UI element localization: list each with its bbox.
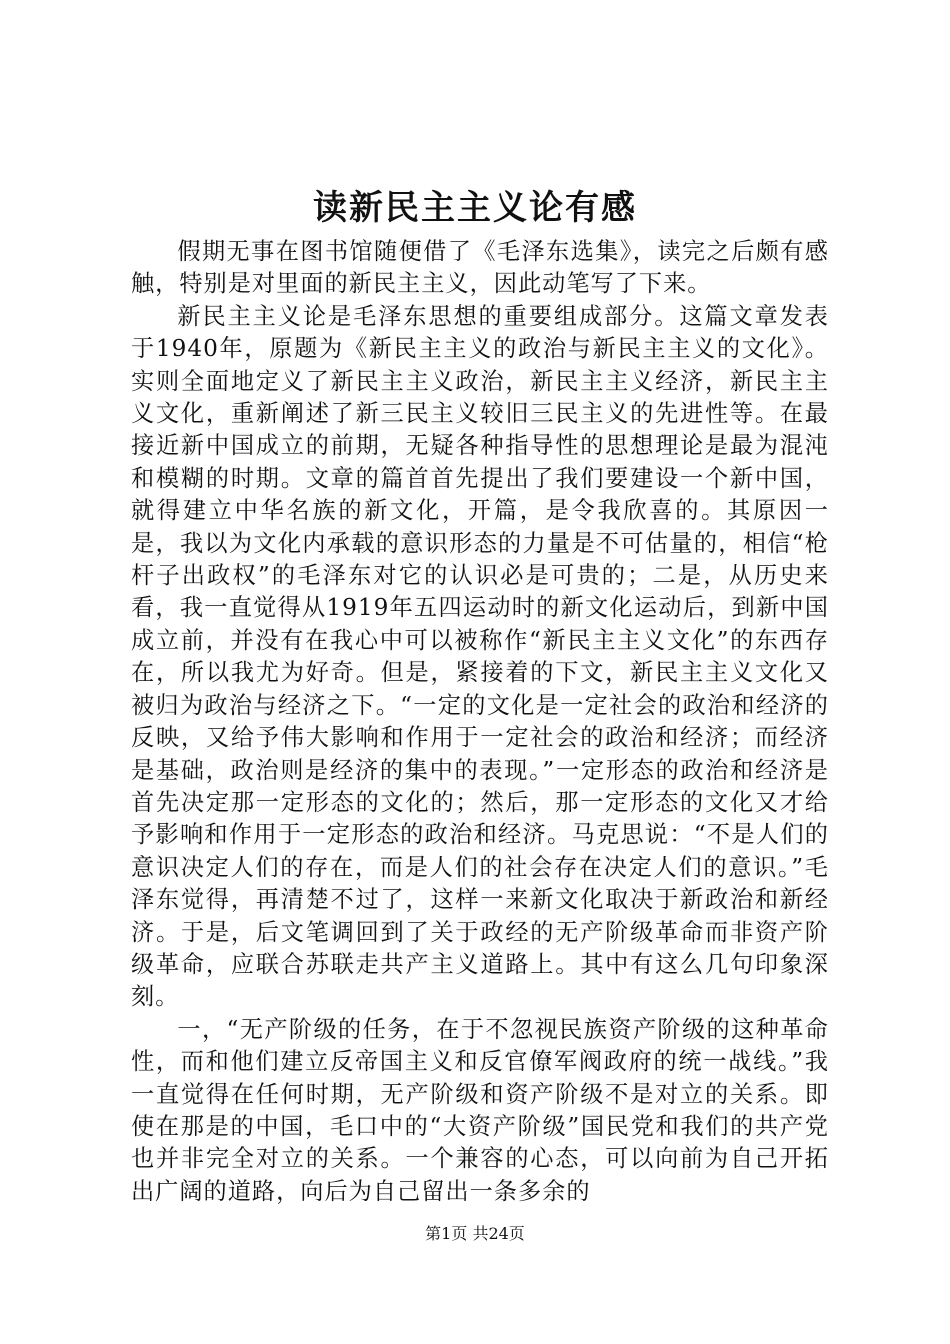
paragraph-point-one: 一，“无产阶级的任务，在于不忽视民族资产阶级的这种革命性，而和他们建立反帝国主义和反官僚军阀政府的统一战线。”我一直觉得在任何时期，无产阶级和资产阶级不是对立的关系。即使在那是的中国，毛口中的“大资产阶级”国民党和我们的共产党也并非完全对立的关系。一个兼容的心态，可以向前为自己开拓出广阔的道路，向后为自己留出一条多余的	[131, 1015, 829, 1205]
document-body	[131, 236, 829, 1208]
page-footer: 第1页 共24页	[425, 1224, 525, 1243]
paragraph-intro: 假期无事在图书馆随便借了《毛泽东选集》，读完之后颇有感触，特别是对里面的新民主主义，因此动笔写了下来。	[131, 238, 829, 298]
document-title: 读新民主主义论有感	[313, 188, 637, 228]
paragraph-main: 新民主主义论是毛泽东思想的重要组成部分。这篇文章发表于1940年，原题为《新民主主义的政治与新民主主义的文化》。实则全面地定义了新民主主义政治，新民主主义经济，新民主主义文化，重新阐述了新三民主义较旧三民主义的先进性等。在最接近新中国成立的前期，无疑各种指导性的思想理论是最为混沌和模糊的时期。文章的篇首首先提出了我们要建设一个新中国，就得建立中华名族的新文化，开篇，是令我欣喜的。其原因一是，我以为文化内承载的意识形态的力量是不可估量的，相信“枪杆子出政权”的毛泽东对它的认识必是可贵的；二是，从历史来看，我一直觉得从1919年五四运动时的新文化运动后，到新中国成立前，并没有在我心中可以被称作“新民主主义文化”的东西存在，所以我尤为好奇。但是，紧接着的下文，新民主主义文化又被归为政治与经济之下。“一定的文化是一定社会的政治和经济的反映，又给予伟大影响和作用于一定社会的政治和经济；而经济是基础，政治则是经济的集中的表现。”一定形态的政治和经济是首先决定那一定形态的文化的；然后，那一定形态的文化又才给予影响和作用于一定形态的政治和经济。马克思说：“不是人们的意识决定人们的存在，而是人们的社会存在决定人们的意识。”毛泽东觉得，再清楚不过了，这样一来新文化取决于新政治和新经济。于是，后文笔调回到了关于政经的无产阶级革命而非资产阶级革命，应联合苏联走共产主义道路上。其中有这么几句印象深刻。	[131, 302, 829, 1011]
